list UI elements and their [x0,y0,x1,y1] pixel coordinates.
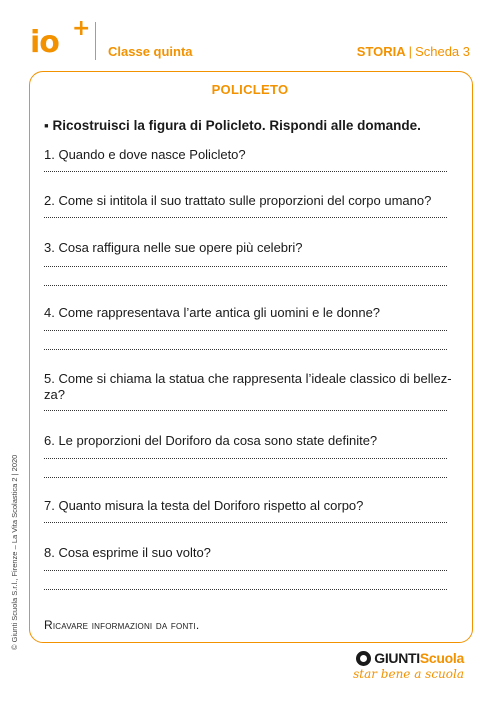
question-4: 4. Come rappresentava l’arte antica gli uomini e le donne? [44,305,381,320]
question-1: 1. Quando e dove nasce Policleto? [44,147,246,162]
answer-line[interactable] [44,477,447,478]
brand-sub: Scuola [419,650,464,666]
logo-plus: + [72,16,91,41]
header-divider [95,22,96,60]
question-8: 8. Cosa esprime il suo volto? [44,545,211,560]
giunti-scuola-logo [353,650,464,681]
brand-tagline: star bene a scuola [353,667,464,681]
question-5: 5. Come si chiama la statua che rappresenta l’ideale classico di bellez- [44,371,452,386]
answer-line[interactable] [44,171,447,172]
sheet-label: Scheda 3 [415,44,470,59]
answer-line[interactable] [44,458,447,459]
question-7: 7. Quanto misura la testa del Doriforo rispetto al corpo? [44,498,364,513]
answer-line[interactable] [44,570,447,571]
answer-line[interactable] [44,330,447,331]
answer-line[interactable] [44,349,447,350]
answer-line[interactable] [44,522,447,523]
header-separator: | [408,44,413,59]
subject-label: STORIA [356,44,406,59]
answer-line[interactable] [44,285,447,286]
question-6: 6. Le proporzioni del Doriforo da cosa sono state definite? [44,433,378,448]
io-plus-logo [30,16,91,62]
brand-name: GIUNTI [374,650,420,666]
answer-line[interactable] [44,266,447,267]
logo-text: io [30,25,59,60]
answer-line[interactable] [44,589,447,590]
question-5-continued: za? [44,387,65,402]
subject-sheet-label [357,44,470,59]
answer-line[interactable] [44,217,447,218]
skill-label: Ricavare informazioni da fonti. [44,618,200,632]
worksheet-title: POLICLETO [211,82,289,97]
giunti-g-icon [356,651,371,666]
grade-label: Classe quinta [108,44,193,59]
copyright-credit: © Giunti Scuola S.r.l., Firenze – La Vita Scolastica 2 | 2020 [10,454,19,650]
question-3: 3. Cosa raffigura nelle sue opere più celebri? [44,240,303,255]
question-2: 2. Come si intitola il suo trattato sulle proporzioni del corpo umano? [44,193,432,208]
answer-line[interactable] [44,410,447,411]
worksheet-instruction: ▪ Ricostruisci la figura di Policleto. Rispondi alle domande. [44,118,421,133]
